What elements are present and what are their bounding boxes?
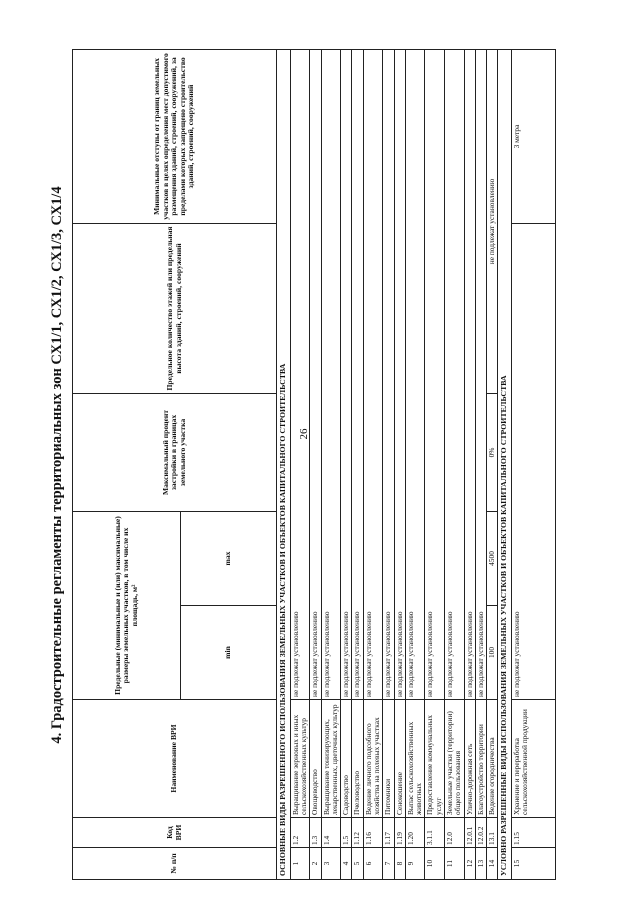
section-main-title: ОСНОВНЫЕ ВИДЫ РАЗРЕШЕННОГО ИСПОЛЬЗОВАНИЯ ЗЕМЕЛЬНЫХ УЧАСТКОВ И ОБЪЕКТОВ КАПИТАЛЬНОГО СТРОИТЕЛЬСТВА [277, 49, 291, 879]
row-name: Ведение огородничества [487, 700, 498, 818]
regulations-table [72, 49, 556, 880]
row-number: 13 [475, 848, 486, 880]
header-num: № п/п [73, 848, 277, 880]
header-name: Наименование ВРИ [73, 700, 277, 818]
row-name: Питомники [383, 700, 394, 818]
header-limits: Предельные (минимальные и (или) максимальные) размеры земельных участков, в том числе их площадь, м² [73, 511, 181, 699]
table-row [405, 49, 425, 879]
row-name: Овощеводство [310, 700, 321, 818]
row-code: 1.2 [290, 818, 310, 848]
row-setback: 3 метра [512, 49, 556, 223]
row-number: 2 [310, 848, 321, 880]
header-max: max [181, 511, 277, 605]
row-number: 10 [425, 848, 445, 880]
section-row-conditional [498, 49, 512, 879]
row-code: 1.5 [341, 818, 352, 848]
row-number: 3 [321, 848, 341, 880]
table-row [464, 49, 475, 879]
row-not-set: не подлежат установлению [290, 49, 310, 699]
table-row [310, 49, 321, 879]
row-number: 11 [444, 848, 464, 880]
row-number: 1 [290, 848, 310, 880]
header-floors: Предельное количество этажей или предельная высота зданий, строений, сооружений [73, 223, 277, 393]
section-conditional-title: УСЛОВНО РАЗРЕШЕННЫЕ ВИДЫ ИСПОЛЬЗОВАНИЯ ЗЕМЕЛЬНЫХ УЧАСТКОВ И ОБЪЕКТОВ КАПИТАЛЬНОГО СТРОИТЕЛЬСТВА [498, 49, 512, 879]
table-row [290, 49, 310, 879]
row-name: Выращивание тонизирующих, лекарственных, цветочных культур [321, 700, 341, 818]
row-code: 1.12 [352, 818, 363, 848]
row-name: Выращивание зерновых и иных сельскохозяйственных культур [290, 700, 310, 818]
row-code: 12.0.2 [475, 818, 486, 848]
table-row [383, 49, 394, 879]
table-row [425, 49, 445, 879]
header-setback: Минимальные отступы от границ земельных участков в целях определения мест допустимого размещения зданий, строений, сооружений, за пределами которых запрещено строительство зданий, строений, сооружений [73, 49, 277, 223]
table-row [444, 49, 464, 879]
table-row [341, 49, 352, 879]
header-code: Код ВРИ [73, 818, 277, 848]
row-number: 14 [487, 848, 498, 880]
row-name: Благоустройство территории [475, 700, 486, 818]
row-name: Земельные участки (территории) общего пользования [444, 700, 464, 818]
row-not-set: не подлежат установлению [444, 49, 464, 699]
row-name: Пчеловодство [352, 700, 363, 818]
row-rest: не подлежат установлению [487, 49, 498, 393]
row-code: 1.17 [383, 818, 394, 848]
row-number: 4 [341, 848, 352, 880]
header-percent: Максимальный процент застройки в границах земельного участка [73, 393, 277, 511]
row-name: Выпас сельскохозяйственных животных [405, 700, 425, 818]
header-row [73, 49, 181, 879]
row-not-set: не подлежат установлению [310, 49, 321, 699]
table-row [321, 49, 341, 879]
row-number: 15 [512, 848, 556, 880]
row-code: 1.20 [405, 818, 425, 848]
table-row [487, 49, 498, 879]
header-min: min [181, 606, 277, 700]
row-not-set: не подлежат установлению [512, 223, 556, 699]
row-name: Хранение и переработка сельскохозяйственной продукции [512, 700, 556, 818]
row-min: 100 [487, 606, 498, 700]
row-number: 9 [405, 848, 425, 880]
page-number: 26 [298, 428, 310, 440]
row-not-set: не подлежат установлению [475, 49, 486, 699]
row-code: 13.1 [487, 818, 498, 848]
row-code: 12.0 [444, 818, 464, 848]
table-row [363, 49, 383, 879]
row-number: 12 [464, 848, 475, 880]
row-code: 3.1.1 [425, 818, 445, 848]
table-row [512, 49, 556, 879]
row-number: 5 [352, 848, 363, 880]
row-name: Сенокошение [394, 700, 405, 818]
row-name: Предоставление коммунальных услуг [425, 700, 445, 818]
row-not-set: не подлежат установлению [363, 49, 383, 699]
row-max: 4500 [487, 511, 498, 605]
row-code: 1.16 [363, 818, 383, 848]
document-title: 4. Градостроительные регламенты территориальных зон СХ1/1, СХ1/2, СХ1/3, СХ1/4 [49, 186, 65, 744]
row-not-set: не подлежат установлению [425, 49, 445, 699]
row-code: 1.3 [310, 818, 321, 848]
row-code: 12.0.1 [464, 818, 475, 848]
row-not-set: не подлежат установлению [394, 49, 405, 699]
row-not-set: не подлежат установлению [405, 49, 425, 699]
row-not-set: не подлежат установлению [464, 49, 475, 699]
row-not-set: не подлежат установлению [383, 49, 394, 699]
row-code: 1.15 [512, 818, 556, 848]
row-number: 8 [394, 848, 405, 880]
row-name: Ведение личного подсобного хозяйства на полевых участках [363, 700, 383, 818]
row-code: 1.19 [394, 818, 405, 848]
row-number: 7 [383, 848, 394, 880]
row-not-set: не подлежат установлению [321, 49, 341, 699]
row-code: 1.4 [321, 818, 341, 848]
row-not-set: не подлежат установлению [341, 49, 352, 699]
row-percent: 0% [487, 393, 498, 511]
rotated-document [46, 50, 586, 880]
row-name: Садоводство [341, 700, 352, 818]
row-not-set: не подлежат установлению [352, 49, 363, 699]
table-row [352, 49, 363, 879]
section-row-main [277, 49, 291, 879]
row-number: 6 [363, 848, 383, 880]
table-row [394, 49, 405, 879]
table-row [475, 49, 486, 879]
row-name: Улично-дорожная сеть [464, 700, 475, 818]
